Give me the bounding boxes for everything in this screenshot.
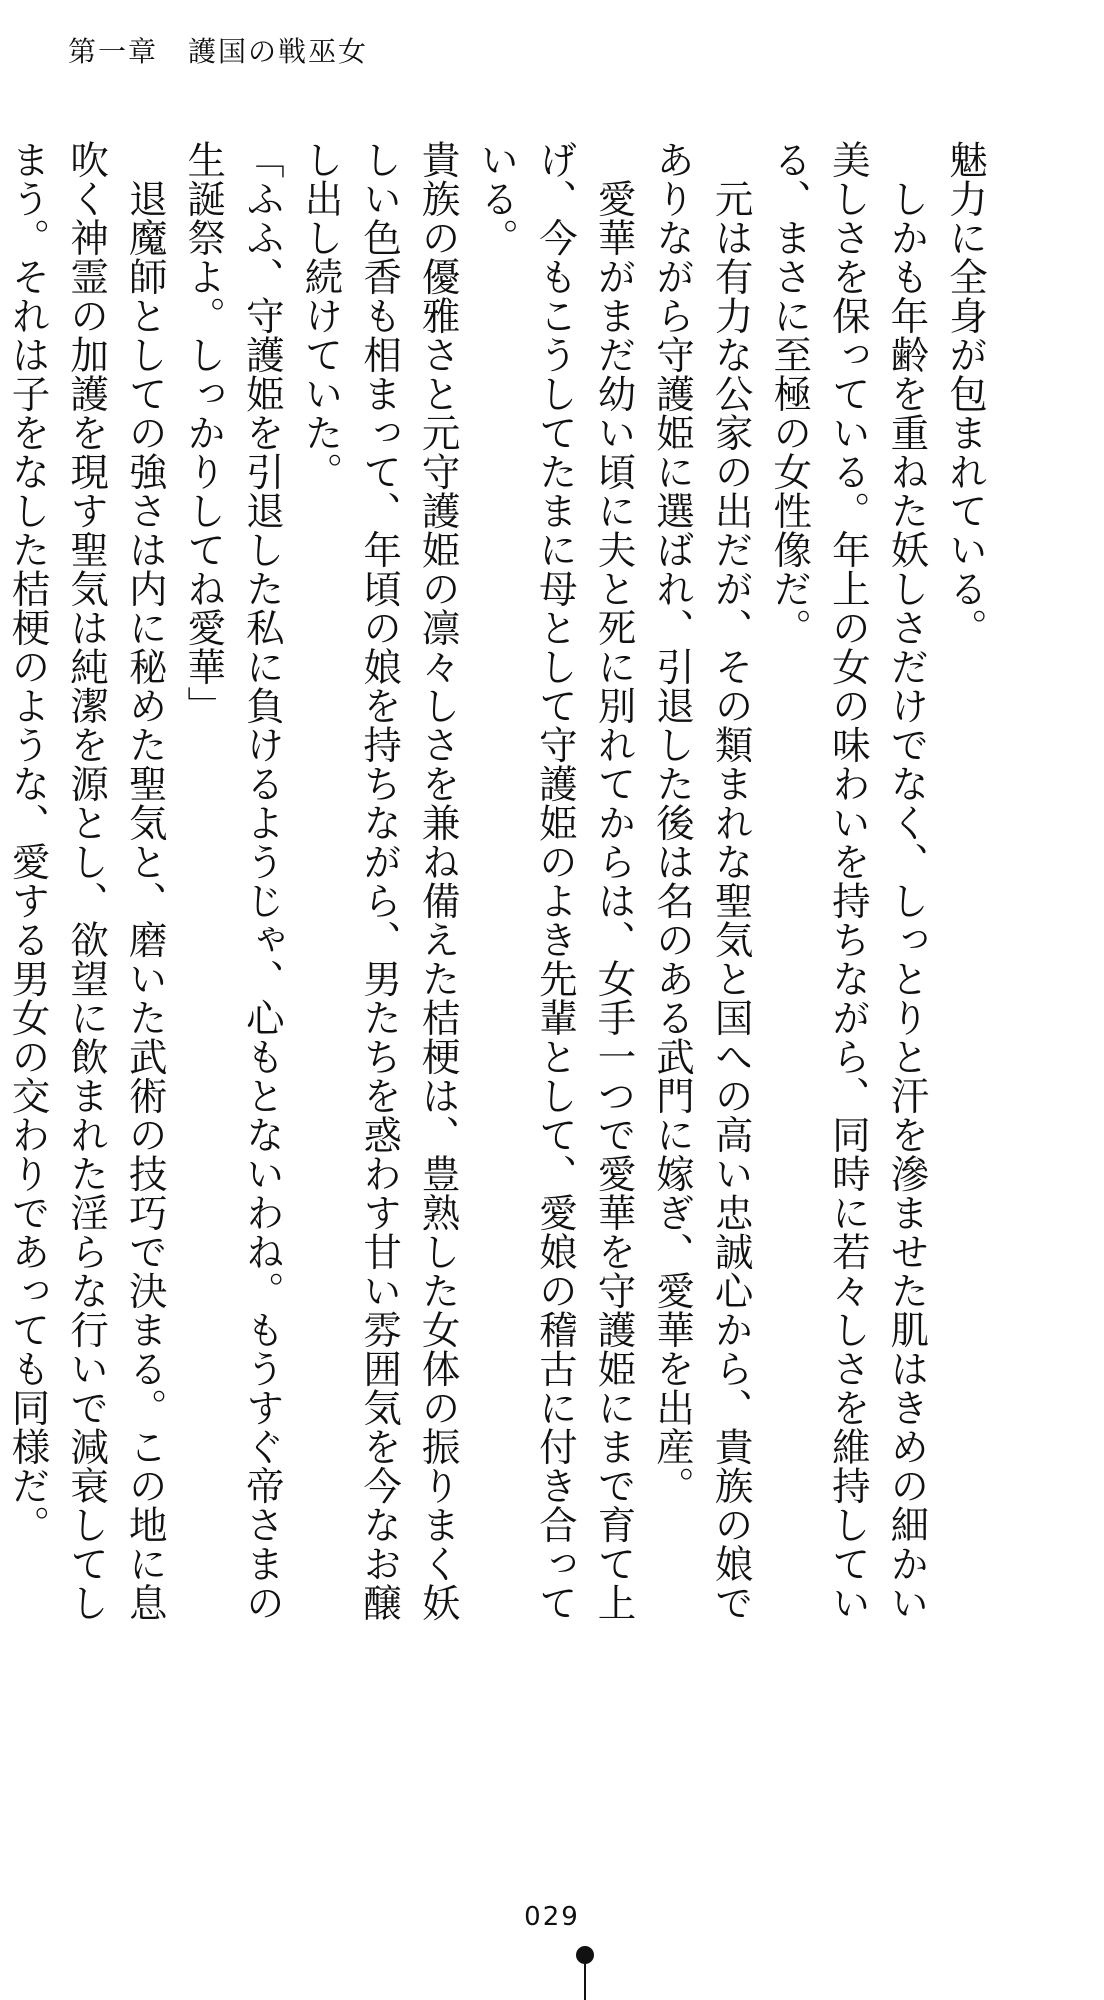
chapter-header: 第一章 護国の戦巫女	[68, 35, 369, 68]
paragraph-1: 魅力に全身が包まれている。	[943, 140, 988, 647]
paragraph-7: 退魔師としての強さは内に秘めた聖気と、磨いた武術の技巧で決まる。この地に息吹く神霊の加護を現す聖気は純潔を源とし、欲望に飲まれた淫らな行いで減衰してしまう。それは子をなした桔梗のような、愛する男女の交わりであっても同様だ。	[5, 140, 168, 1622]
vertical-body-text	[0, 140, 994, 1640]
page-marker-icon	[575, 1945, 595, 2000]
paragraph-5: 貴族の優雅さと元守護姫の凛々しさを兼ね備えた桔梗は、豊熟した女体の振りまく妖しい色香も相まって、年頃の娘を持ちながら、男たちを惑わす甘い雰囲気を今なお醸し出し続けていた。	[298, 140, 461, 1622]
dialogue-line: 「ふふ、守護姫を引退した私に負けるようじゃ、心もとないわね。もうすぐ帝さまの生誕祭よ。しっかりしてね愛華」	[181, 140, 285, 1622]
paragraph-2: しかも年齢を重ねた妖しさだけでなく、しっとりと汗を滲ませた肌はきめの細かい美しさを保っている。年上の女の味わいを持ちながら、同時に若々しさを維持している、まさに至極の女性像だ。	[767, 140, 930, 1622]
paragraph-4: 愛華がまだ幼い頃に夫と死に別れてからは、女手一つで愛華を守護姫にまで育て上げ、今もこうしてたまに母として守護姫のよき先輩として、愛娘の稽古に付き合っている。	[474, 140, 637, 1622]
paragraph-3: 元は有力な公家の出だが、その類まれな聖気と国への高い忠誠心から、貴族の娘でありながら守護姫に選ばれ、引退した後は名のある武門に嫁ぎ、愛華を出産。	[650, 140, 754, 1622]
page-number: 029	[524, 1902, 580, 1932]
